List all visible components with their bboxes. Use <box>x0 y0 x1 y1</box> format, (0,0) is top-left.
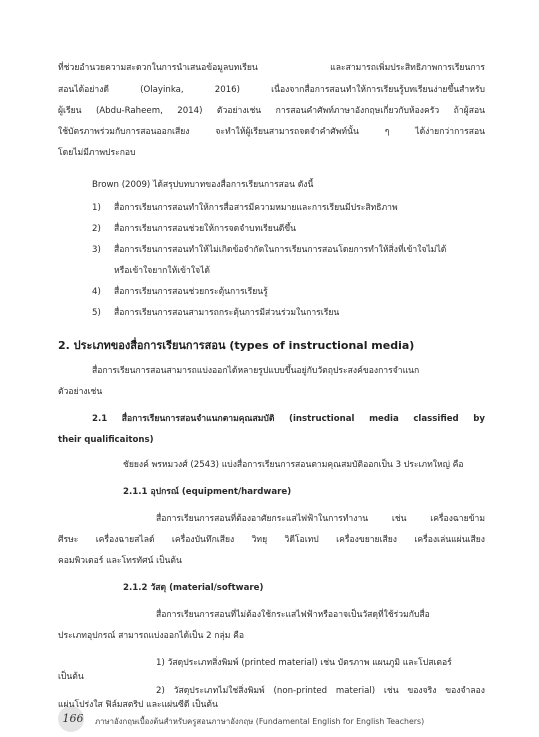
page-number: 166 <box>62 712 84 725</box>
subsubsection-heading: 2.1.1 อุปกรณ์ (equipment/hardware) <box>123 487 292 497</box>
list-item-number: 5) <box>92 308 101 318</box>
paragraph-line: ผู้เรียน (Abdu-Raheem, 2014) ตัวอย่างเช่น การสอนคำศัพท์ภาษาอังกฤษเกี่ยวกับห้องครัว ถ้าผู้สอน <box>58 106 485 116</box>
list-item-continuation: แผ่นโปร่งใส ฟิล์มสตริป และแผ่นซีดี เป็นต้น <box>58 700 218 710</box>
running-footer-title: ภาษาอังกฤษเบื้องต้นสำหรับครูสอนภาษาอังกฤษ (Fundamental English for English Teachers) <box>95 717 425 726</box>
list-item-continuation: หรือเข้าใจยากให้เข้าใจได้ <box>114 266 211 276</box>
brown-summary: Brown (2009) ได้สรุปบทบาทของสื่อการเรียนการสอน ดังนี้ <box>92 180 314 190</box>
subsection-heading-continuation: their qualificaitons) <box>58 435 154 445</box>
paragraph-line: ตัวอย่างเช่น <box>58 387 103 397</box>
list-item-number: 4) <box>92 287 101 297</box>
list-item: สื่อการเรียนการสอนทำให้การสื่อสารมีความหมายและการเรียนมีประสิทธิภาพ <box>114 203 398 213</box>
list-item-number: 2) <box>92 224 101 234</box>
paragraph-line: ที่ช่วยอำนวยความสะดวกในการนำเสนอข้อมูลบทเรียน และสามารถเพิ่มประสิทธิภาพการเรียนการ <box>58 63 485 73</box>
list-item-number: 3) <box>92 245 101 255</box>
list-item-continuation: เป็นต้น <box>58 672 84 682</box>
list-item: สื่อการเรียนการสอนทำให้ไม่เกิดข้อจำกัดในการเรียนการสอนโดยการทำให้สิ่งที่เข้าใจไม่ได้ <box>114 245 447 255</box>
list-item: สื่อการเรียนการสอนช่วยกระตุ้นการเรียนรู้ <box>114 287 268 297</box>
paragraph-line: สื่อการเรียนการสอนสามารถแบ่งออกได้หลายรูปแบบขึ้นอยู่กับวัตถุประสงค์ของการจำแนก <box>92 366 420 376</box>
list-item: สื่อการเรียนการสอนช่วยให้การจดจำบทเรียนดีขึ้น <box>114 224 297 234</box>
paragraph-line: ใช้บัตรภาพร่วมกับการสอนออกเสียง จะทำให้ผู้เรียนสามารถจดจำคำศัพท์นั้น ๆ ได้ง่ายกว่าการสอน <box>58 127 485 137</box>
paragraph-line: สื่อการเรียนการสอนที่ไม่ต้องใช้กระแสไฟฟ้าหรืออาจเป็นวัสดุที่ใช้ร่วมกับสื่อ <box>156 610 430 620</box>
paragraph-line: สื่อการเรียนการสอนที่ต้องอาศัยกระแสไฟฟ้าในการทำงาน เช่น เครื่องฉายข้าม <box>156 514 485 524</box>
paragraph-line: คอมพิวเตอร์ และโทรทัศน์ เป็นต้น <box>58 556 182 566</box>
subsection-heading: 2.1 สื่อการเรียนการสอนจำแนกตามคุณสมบัติ (instructional media classified by <box>92 414 485 424</box>
paragraph-line: โดยไม่มีภาพประกอบ <box>58 148 136 158</box>
subsubsection-heading: 2.1.2 วัสดุ (material/software) <box>123 583 264 593</box>
list-item: 1) วัสดุประเภทสิ่งพิมพ์ (printed material) เช่น บัตรภาพ แผนภูมิ และโปสเตอร์ <box>156 658 452 668</box>
list-item: สื่อการเรียนการสอนสามารถกระตุ้นการมีส่วนร่วมในการเรียน <box>114 308 340 318</box>
list-item-number: 1) <box>92 203 101 213</box>
paragraph-line: ชัยยงค์ พรหมวงศ์ (2543) แบ่งสื่อการเรียนการสอนตามคุณสมบัติออกเป็น 3 ประเภทใหญ่ คือ <box>123 460 464 470</box>
section-heading: 2. ประเภทของสื่อการเรียนการสอน (types of instructional media) <box>58 339 415 352</box>
list-item: 2) วัสดุประเภทไม่ใช่สิ่งพิมพ์ (non-printed material) เช่น ของจริง ของจำลอง <box>156 686 485 696</box>
paragraph-line: ศีรษะ เครื่องฉายสไลด์ เครื่องบันทึกเสียง วิทยุ วิดีโอเทป เครื่องขยายเสียง เครื่องเล่นแผ่นเสียง <box>58 535 485 545</box>
paragraph-line: ประเภทอุปกรณ์ สามารถแบ่งออกได้เป็น 2 กลุ่ม คือ <box>58 631 245 641</box>
paragraph-line: สอนได้อย่างดี (Olayinka, 2016) เนื่องจากสื่อการสอนทำให้การเรียนรู้บทเรียนง่ายขึ้นสำหรับ <box>58 85 485 95</box>
